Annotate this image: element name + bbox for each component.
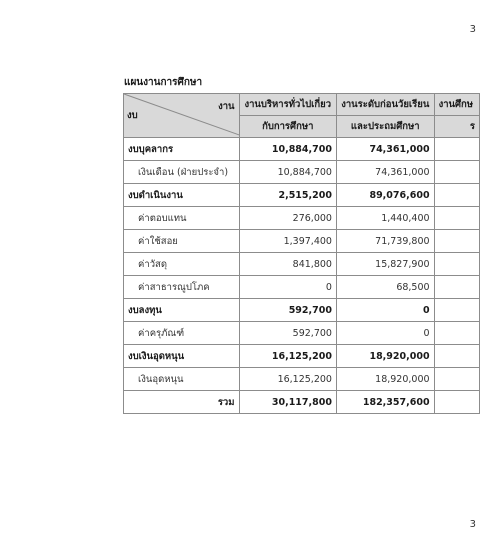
row-label: งบดำเนินงาน (124, 184, 240, 207)
row-value-admin: 16,125,200 (239, 345, 336, 368)
budget-table (123, 93, 480, 414)
total-cut-cell (434, 391, 479, 414)
header-col2-line2: และประถมศึกษา (336, 116, 434, 138)
header-corner-work-label: งาน (218, 101, 235, 112)
table-header-row-1 (124, 94, 480, 116)
row-value-preschool: 71,739,800 (336, 230, 434, 253)
row-cut-cell (434, 207, 479, 230)
total-value-preschool: 182,357,600 (336, 391, 434, 414)
row-cut-cell (434, 299, 479, 322)
row-label: ค่าวัสดุ (124, 253, 240, 276)
row-label: ค่าสาธารณูปโภค (124, 276, 240, 299)
table-row (124, 161, 480, 184)
table-row (124, 299, 480, 322)
total-row (124, 391, 480, 414)
header-col3-line2: ร (434, 116, 479, 138)
row-value-preschool: 74,361,000 (336, 138, 434, 161)
header-col1-line1: งานบริหารทั่วไปเกี่ยว (239, 94, 336, 116)
row-value-admin: 1,397,400 (239, 230, 336, 253)
table-row (124, 184, 480, 207)
row-value-preschool: 89,076,600 (336, 184, 434, 207)
table-row (124, 230, 480, 253)
table-row (124, 207, 480, 230)
table-row (124, 368, 480, 391)
row-label: ค่าครุภัณฑ์ (124, 322, 240, 345)
row-value-preschool: 18,920,000 (336, 368, 434, 391)
row-cut-cell (434, 161, 479, 184)
row-label: เงินเดือน (ฝ่ายประจำ) (124, 161, 240, 184)
row-cut-cell (434, 368, 479, 391)
row-value-admin: 276,000 (239, 207, 336, 230)
row-value-admin: 592,700 (239, 299, 336, 322)
row-value-admin: 592,700 (239, 322, 336, 345)
row-label: งบเงินอุดหนุน (124, 345, 240, 368)
row-label: ค่าตอบแทน (124, 207, 240, 230)
row-label: งบลงทุน (124, 299, 240, 322)
header-corner-cell (124, 94, 240, 138)
row-value-admin: 0 (239, 276, 336, 299)
row-value-admin: 841,800 (239, 253, 336, 276)
row-cut-cell (434, 138, 479, 161)
row-value-preschool: 68,500 (336, 276, 434, 299)
row-value-admin: 10,884,700 (239, 138, 336, 161)
row-value-admin: 10,884,700 (239, 161, 336, 184)
row-label: เงินอุดหนุน (124, 368, 240, 391)
table-row (124, 345, 480, 368)
total-value-admin: 30,117,800 (239, 391, 336, 414)
row-value-admin: 16,125,200 (239, 368, 336, 391)
row-cut-cell (434, 253, 479, 276)
row-cut-cell (434, 322, 479, 345)
row-value-preschool: 74,361,000 (336, 161, 434, 184)
row-value-preschool: 0 (336, 299, 434, 322)
row-value-preschool: 0 (336, 322, 434, 345)
row-cut-cell (434, 184, 479, 207)
total-label: รวม (124, 391, 240, 414)
table-row (124, 253, 480, 276)
row-value-preschool: 1,440,400 (336, 207, 434, 230)
row-value-admin: 2,515,200 (239, 184, 336, 207)
header-col3-line1: งานศึกษ (434, 94, 479, 116)
row-label: ค่าใช้สอย (124, 230, 240, 253)
row-cut-cell (434, 230, 479, 253)
row-value-preschool: 15,827,900 (336, 253, 434, 276)
table-row (124, 322, 480, 345)
header-col2-line1: งานระดับก่อนวัยเรียน (336, 94, 434, 116)
row-cut-cell (434, 276, 479, 299)
header-corner-budget-label: งบ (127, 110, 138, 121)
row-value-preschool: 18,920,000 (336, 345, 434, 368)
row-label: งบบุคลากร (124, 138, 240, 161)
header-col1-line2: กับการศึกษา (239, 116, 336, 138)
table-row (124, 138, 480, 161)
table-row (124, 276, 480, 299)
page-number-top: 3 (469, 24, 476, 35)
page-number-bottom: 3 (469, 519, 476, 530)
section-title: แผนงานการศึกษา (124, 77, 203, 88)
row-cut-cell (434, 345, 479, 368)
